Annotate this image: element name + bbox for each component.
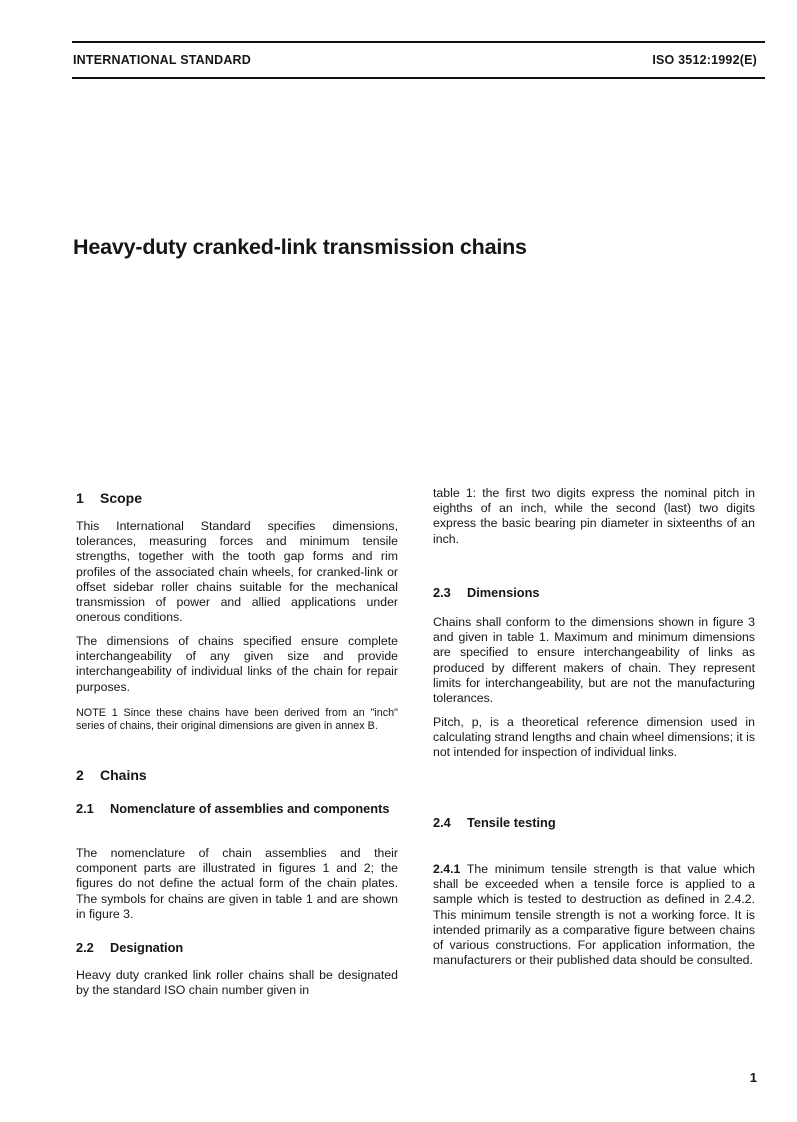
section-2-3-heading	[433, 585, 755, 601]
section-2-4-1-number: 2.4.1	[433, 862, 461, 876]
section-2-heading	[76, 767, 147, 783]
page-title: Heavy-duty cranked-link transmission chains	[73, 235, 527, 259]
scope-paragraph-1: This International Standard specifies dimensions, tolerances, measuring forces and minimum tensile strengths, together with the tooth gap forms and rim profiles of the associated chain wheels, for cranked-link or offset sidebar roller chains suitable for the mechanical transmission of power and allied applications under onerous conditions.	[76, 519, 398, 625]
section-2-number: 2	[76, 767, 84, 783]
scope-paragraph-2: The dimensions of chains specified ensure complete interchangeability of any given size and provide interchangeability of individual links of the chain for repair purposes.	[76, 634, 398, 694]
section-2-2-title: Designation	[110, 940, 184, 955]
section-2-2-number: 2.2	[76, 940, 94, 955]
header-document-number: ISO 3512:1992(E)	[652, 53, 757, 67]
dimensions-paragraph-1: Chains shall conform to the dimensions shown in figure 3 and given in table 1. Maximum and minimum dimensions are specified to ensure interchangeability of links as produced by different makers of chain. They represent limits for interchangeability, but are not the manufacturing tolerances.	[433, 615, 755, 706]
section-2-1-number: 2.1	[76, 801, 94, 816]
header-document-type: INTERNATIONAL STANDARD	[73, 53, 252, 67]
section-1-title: Scope	[100, 490, 143, 506]
nomenclature-paragraph: The nomenclature of chain assemblies and their component parts are illustrated in figures 1 and 2; the figures do not define the actual form of the chain plates. The symbols for chains are given in table 1 and are shown in figure 3.	[76, 846, 398, 921]
section-2-title: Chains	[100, 767, 147, 783]
designation-paragraph: Heavy duty cranked link roller chains shall be designated by the standard ISO chain number given in	[76, 968, 398, 998]
section-2-4-1-text: The minimum tensile strength is that value which shall be exceeded when a tensile force is applied to a sample which is tested to destruction as defined in 2.4.2. This minimum tensile strength is not a working force. It is intended primarily as a comparative figure between chains of various constructions. For application information, the manufacturers or their published data should be consulted.	[433, 862, 755, 968]
page-number: 1	[749, 1070, 757, 1085]
section-2-1-title: Nomenclature of assemblies and components	[110, 801, 390, 816]
section-1-heading	[76, 490, 142, 506]
tensile-paragraph	[433, 862, 755, 968]
section-2-2-heading	[76, 940, 398, 956]
section-2-4-heading	[433, 815, 755, 831]
section-1-number: 1	[76, 490, 84, 506]
designation-paragraph-continued: table 1: the first two digits express the nominal pitch in eighths of an inch, while the second (last) two digits express the basic bearing pin diameter in sixteenths of an inch.	[433, 486, 755, 546]
section-2-4-title: Tensile testing	[467, 815, 556, 830]
section-2-1-heading	[76, 801, 398, 817]
section-2-3-title: Dimensions	[467, 585, 540, 600]
scope-note-1: NOTE 1 Since these chains have been derived from an "inch" series of chains, their original dimensions are given in annex B.	[76, 707, 398, 733]
dimensions-paragraph-2: Pitch, p, is a theoretical reference dimension used in calculating strand lengths and chain wheel dimensions; it is not intended for inspection of individual links.	[433, 715, 755, 760]
section-2-3-number: 2.3	[433, 585, 451, 600]
header-rule-top	[72, 41, 765, 43]
header-rule-bottom	[72, 77, 765, 79]
section-2-4-number: 2.4	[433, 815, 451, 830]
